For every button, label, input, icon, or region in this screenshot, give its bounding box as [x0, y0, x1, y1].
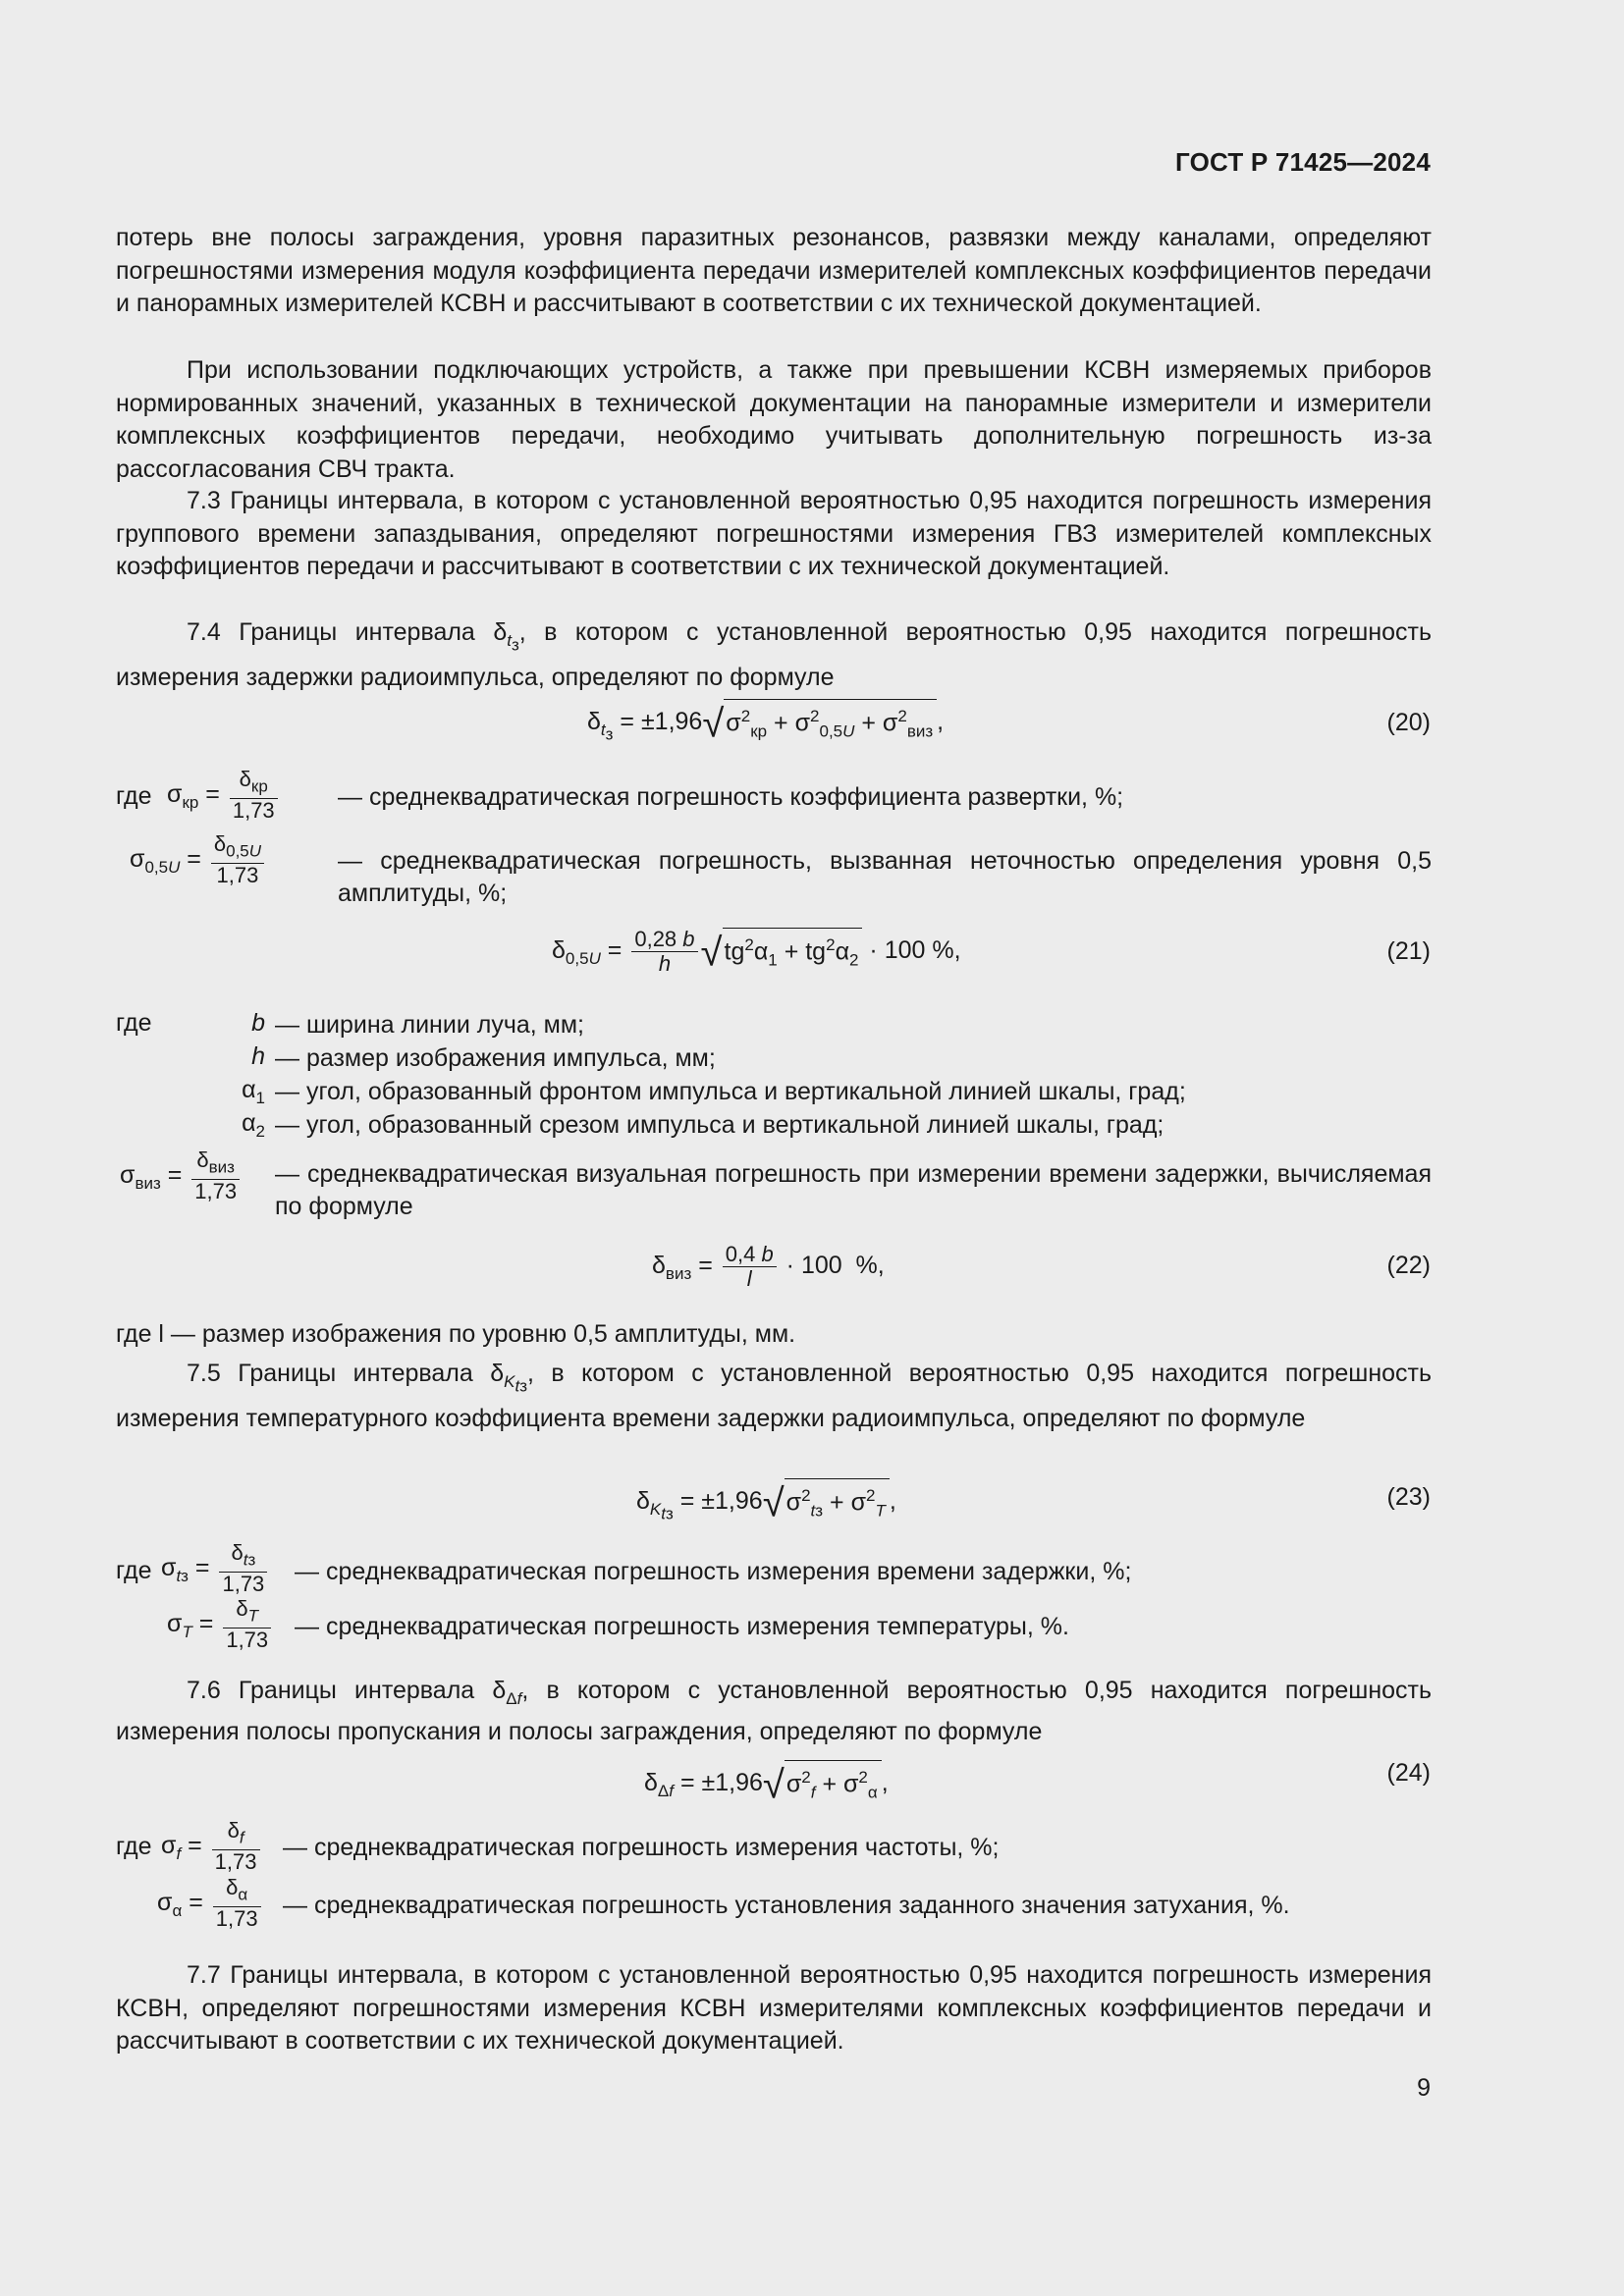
paragraph-7-6: 7.6 Границы интервала $\delta_{\Delta f}$, в котором с установленной вероятностью 0,95 находится погрешность измерения полосы пропускания и полосы заграждения, определяют по формуле — [116, 1677, 1433, 1745]
paragraph-connecting-devices: При использовании подключающих устройств, а также при превышении КСВН измеряемых приборов нормированных значений, указанных в технической документации на панорамные измерители и измерители комплексных коэффициентов передачи, необходимо учитывать дополнительную погрешность из-за рассогласования СВЧ тракта. — [116, 356, 1432, 483]
paragraph-7-5: 7.5 Границы интервала $\delta_{K_{tз}}$, в котором с установленной вероятностью 0,95 находится погрешность измерения температурного коэффициента времени задержки радиоимпульса, определяют по формуле — [116, 1360, 1433, 1432]
where-label: где — [116, 1833, 152, 1860]
paragraph-7-4: 7.4 Границы интервала $\delta_{t_з}$, в котором с установленной вероятностью 0,95 находится погрешность измерения задержки радиоимпульса, определяют по формуле — [116, 618, 1433, 691]
definition-sigma-T: — среднеквадратическая погрешность измерения температуры, %. — [295, 1613, 1069, 1640]
definition-sigma-kr: — среднеквадратическая погрешность коэффициента развертки, %; — [338, 783, 1124, 811]
paragraph-continuation: потерь вне полосы заграждения, уровня паразитных резонансов, развязки между каналами, определяют погрешностями измерения модуля коэффициента передачи измерителей комплексных коэффициентов передачи и панорамных измерителей КСВН и рассчитывают в соответствии с их технической документацией. — [116, 224, 1432, 317]
equation-number-20: (20) — [1386, 709, 1431, 736]
formula-23: $\delta_{K_{tз}} = \pm 1,96√\sigma^2_{tз} + \sigma^2_T$ , — [636, 1478, 896, 1528]
definition-alpha2: — угол, образованный срезом импульса и вертикальной линией шкалы, град; — [275, 1111, 1164, 1139]
definition-sigma-alpha: — среднеквадратическая погрешность установления заданного значения затухания, %. — [283, 1892, 1290, 1919]
definition-b: — ширина линии луча, мм; — [275, 1011, 584, 1039]
formula-21: $\delta_{0,5U}$ = $\frac{0,28 b}{h}$ $√tg^2\alpha_1 + tg^2\alpha_2 \cdot 100$ %, — [552, 927, 961, 976]
equation-number-22: (22) — [1386, 1252, 1431, 1279]
definition-sigma-05u: — среднеквадратическая погрешность, вызванная неточностью определения уровня 0,5 амплитуды, %; — [338, 847, 1432, 907]
definition-sigma-viz: — среднеквадратическая визуальная погрешность при измерении времени задержки, вычисляемая по формуле — [275, 1160, 1432, 1220]
sigma-alpha-formula: $\sigma_\alpha$ = $\frac{\delta_\alpha}{1,73}$ — [157, 1876, 264, 1931]
equation-number-21: (21) — [1386, 937, 1431, 965]
symbol-alpha2: $\alpha_2$ — [242, 1109, 265, 1141]
definition-sigma-f: — среднеквадратическая погрешность измерения частоты, %; — [283, 1834, 1000, 1861]
paragraph-l-definition: где l — размер изображения по уровню 0,5 амплитуды, мм. — [116, 1320, 796, 1348]
paragraph-7-7: 7.7 Границы интервала, в котором с установленной вероятностью 0,95 находится погрешность измерения КСВН, определяют погрешностями измерения КСВН измерителями комплексных коэффициентов передачи и рассчитывают в соответствии с их технической документацией. — [116, 1961, 1432, 2055]
symbol-h: h — [251, 1042, 265, 1070]
formula-22: $\delta_{виз}$ = $\frac{0,4 b}{l}$ · 100 %, — [652, 1242, 885, 1291]
definition-sigma-tz: — среднеквадратическая погрешность измерения времени задержки, %; — [295, 1558, 1132, 1585]
definition-alpha1: — угол, образованный фронтом импульса и вертикальной линией шкалы, град; — [275, 1078, 1186, 1105]
where-label: где — [116, 1009, 152, 1037]
sigma-T-formula: $\sigma_T$ = $\frac{\delta_T}{1,73}$ — [167, 1597, 274, 1652]
formula-20: $\delta_{t_з} = \pm 1,96√\sigma^2_{кр} + \sigma^2_{0,5U} + \sigma^2_{виз}$ , — [587, 699, 944, 749]
symbol-b: b — [251, 1009, 265, 1037]
sigma-viz-formula: $\sigma_{виз}$ = $\frac{\delta_{виз}}{1,73}$ — [120, 1148, 243, 1203]
symbol-alpha1: $\alpha_1$ — [242, 1076, 265, 1107]
definition-h: — размер изображения импульса, мм; — [275, 1044, 716, 1072]
sigma-f-formula: $\sigma_f$ = $\frac{\delta_f}{1,73}$ — [161, 1819, 263, 1874]
formula-24: $\delta_{\Delta f} = \pm 1,96√\sigma^2_f + \sigma^2_\alpha$ , — [644, 1760, 889, 1807]
page-number: 9 — [1417, 2074, 1431, 2102]
where-label: где — [116, 1557, 152, 1584]
equation-number-24: (24) — [1386, 1759, 1431, 1787]
sigma-05u-formula: $\sigma_{0,5U}$ = $\frac{\delta_{0,5U}}{1,73}$ — [130, 832, 267, 887]
equation-number-23: (23) — [1386, 1483, 1431, 1511]
document-header: ГОСТ Р 71425—2024 — [1175, 147, 1431, 177]
sigma-kr-formula: $\sigma_{кр}$ = $\frac{\delta_{кр}}{1,73}$ — [167, 768, 281, 823]
where-label: где — [116, 782, 152, 810]
paragraph-7-3: 7.3 Границы интервала, в котором с установленной вероятностью 0,95 находится погрешность измерения группового времени запаздывания, определяют погрешностями измерения ГВЗ измерителей комплексных коэффициентов передачи и рассчитывают в соответствии с их технической документацией. — [116, 487, 1432, 580]
sigma-tz-formula: $\sigma_{tз}$ = $\frac{\delta_{tз}}{1,73}$ — [161, 1541, 270, 1596]
